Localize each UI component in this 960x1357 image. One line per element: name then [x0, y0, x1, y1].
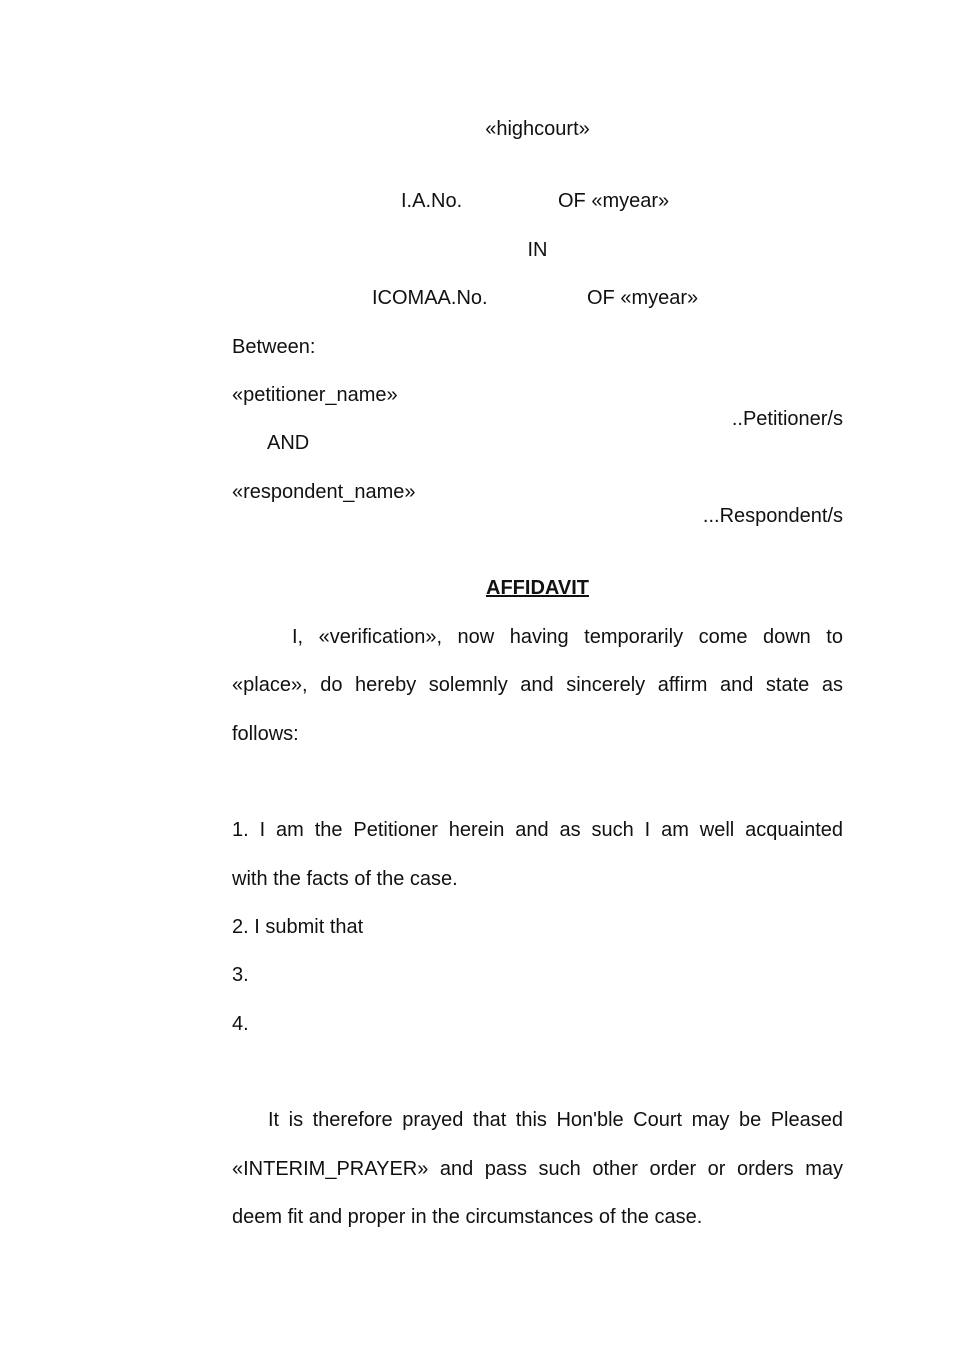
case-number-label: ICOMAA.No.: [372, 287, 488, 309]
and-label: AND: [267, 432, 310, 454]
point-3: 3.: [232, 964, 249, 986]
prayer-line-1: It is therefore prayed that this Hon'ble Court may be Pleased: [268, 1109, 843, 1131]
point-2: 2. I submit that: [232, 916, 364, 938]
intro-line-2: «place», do hereby solemnly and sincerely affirm and state as: [232, 674, 843, 696]
point-4: 4.: [232, 1013, 249, 1035]
intro-line-3: follows:: [232, 723, 299, 745]
case-year: OF «myear»: [587, 287, 699, 309]
point-1-line-1: 1. I am the Petitioner herein and as such I am well acquainted: [232, 819, 843, 841]
respondent-name: «respondent_name»: [232, 481, 416, 503]
intro-line-1: I, «verification», now having temporarily come down to: [292, 626, 843, 648]
ia-number-label: I.A.No.: [401, 190, 463, 212]
prayer-line-2: «INTERIM_PRAYER» and pass such other order or orders may: [232, 1158, 843, 1180]
in-label: IN: [527, 239, 548, 261]
respondent-role: ...Respondent/s: [702, 505, 843, 527]
between-label: Between:: [232, 336, 316, 358]
prayer-line-3: deem fit and proper in the circumstances of the case.: [232, 1206, 703, 1228]
court-name: «highcourt»: [485, 118, 590, 140]
affidavit-title: AFFIDAVIT: [486, 577, 589, 599]
petitioner-name: «petitioner_name»: [232, 384, 398, 406]
point-1-line-2: with the facts of the case.: [232, 868, 458, 890]
ia-year: OF «myear»: [558, 190, 670, 212]
petitioner-role: ..Petitioner/s: [731, 408, 843, 430]
